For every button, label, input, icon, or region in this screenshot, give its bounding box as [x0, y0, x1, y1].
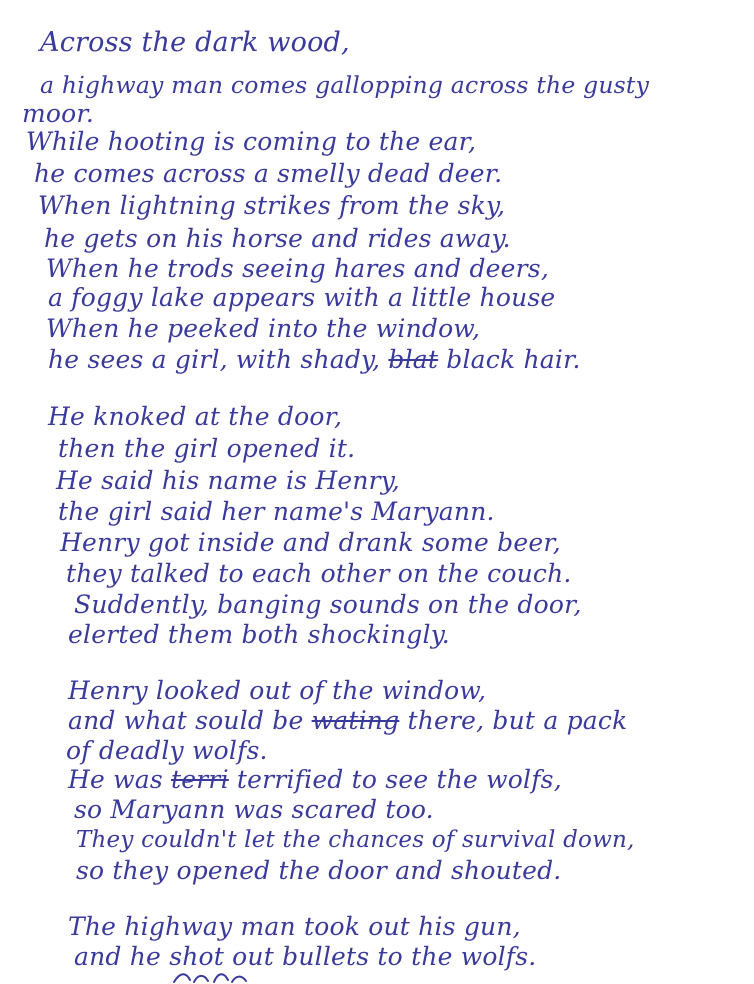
crossed-out-word: terri — [171, 765, 229, 794]
line-text: black hair. — [438, 345, 581, 374]
poem-line: While hooting is coming to the ear, — [26, 127, 477, 156]
poem-line: and he shot out bullets to the wolfs. — [74, 942, 537, 971]
poem-line: Suddently, banging sounds on the door, — [74, 590, 582, 619]
crossed-out-word: blat — [388, 345, 439, 374]
poem-line: a foggy lake appears with a little house — [48, 283, 556, 312]
poem-line: a highway man comes gallopping across the gusty — [40, 71, 650, 99]
poem-line: they talked to each other on the couch. — [66, 559, 572, 588]
line-text: He was — [68, 765, 172, 794]
poem-line: elerted them both shockingly. — [68, 620, 450, 649]
poem-line: moor. — [22, 99, 94, 128]
poem-line: The highway man took out his gun, — [68, 912, 521, 941]
poem-line: he gets on his horse and rides away. — [44, 224, 511, 253]
poem-line: so they opened the door and shouted. — [76, 856, 562, 885]
poem-line: They couldn't let the chances of survival down, — [76, 827, 635, 853]
poem-line: Across the dark wood, — [40, 27, 350, 58]
line-text: he sees a girl, with shady, — [48, 345, 389, 374]
poem-line — [68, 706, 627, 736]
cut-off-handwriting — [170, 966, 250, 984]
poem-line: When he trods seeing hares and deers, — [46, 254, 549, 283]
line-text: terrified to see the wolfs, — [228, 765, 562, 794]
poem-line — [48, 345, 581, 375]
poem-line: so Maryann was scared too. — [74, 795, 434, 824]
poem-line: Henry looked out of the window, — [68, 676, 487, 705]
line-text: there, but a pack — [399, 706, 628, 735]
poem-line: When lightning strikes from the sky, — [38, 191, 506, 220]
crossed-out-word: wating — [311, 706, 400, 735]
poem-line: Henry got inside and drank some beer, — [60, 528, 561, 557]
poem-line: of deadly wolfs. — [66, 736, 268, 765]
poem-line: When he peeked into the window, — [46, 314, 481, 343]
poem-line: He said his name is Henry, — [56, 466, 400, 495]
poem-line — [68, 765, 562, 795]
poem-line: then the girl opened it. — [58, 434, 356, 463]
poem-line: He knoked at the door, — [48, 402, 343, 431]
poem-line: he comes across a smelly dead deer. — [34, 159, 503, 188]
poem-line: the girl said her name's Maryann. — [58, 497, 495, 526]
line-text: and what sould be — [68, 706, 312, 735]
